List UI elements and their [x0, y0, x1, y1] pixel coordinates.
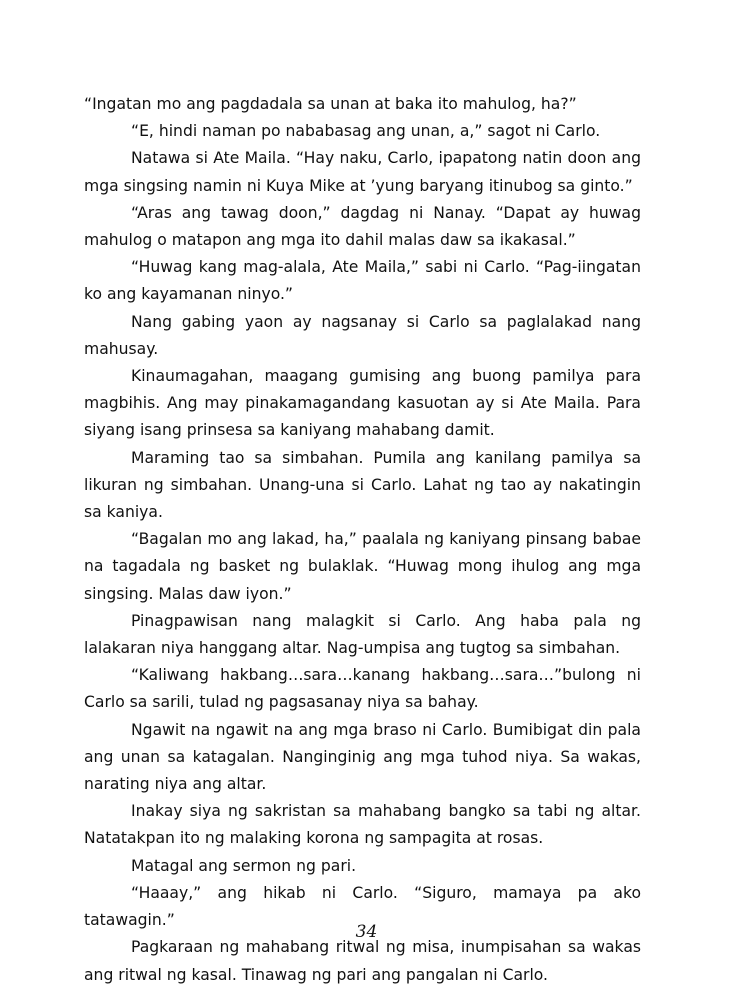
paragraph: “Ingatan mo ang pagdadala sa unan at baka ito mahulog, ha?” — [84, 95, 577, 113]
paragraph: “E, hindi naman po nababasag ang unan, a,” sagot ni Carlo. — [131, 122, 601, 141]
paragraph: “Kaliwang hakbang…sara…kanang hakbang…sara…”bulong ni Carlo sa sarili, tulad ng pagsasanay niya sa bahay. — [84, 666, 641, 712]
paragraph: Maraming tao sa simbahan. Pumila ang kanilang pamilya sa likuran ng simbahan. Unang-una si Carlo. Lahat ng tao ay nakatingin sa kaniya. — [84, 448, 641, 522]
paragraph: Natawa si Ate Maila. “Hay naku, Carlo, ipapatong natin doon ang mga singsing namin ni Kuya Mike at ’yung baryang itinubog sa ginto.” — [84, 149, 641, 195]
paragraph: Ngawit na ngawit na ang mga braso ni Carlo. Bumibigat din pala ang unan sa katagalan. Nanginginig ang mga tuhod niya. Sa wakas, narating niya ang altar. — [84, 720, 641, 794]
page-number: 34 — [355, 922, 378, 942]
paragraph: “Aras ang tawag doon,” dagdag ni Nanay. “Dapat ay huwag mahulog o matapon ang mga ito dahil malas daw sa ikakasal.” — [84, 203, 641, 250]
paragraph: Pinagpawisan nang malagkit si Carlo. Ang haba pala ng lalakaran niya hanggang altar. Nag-umpisa ang tugtog sa simbahan. — [84, 611, 641, 658]
story-text — [84, 91, 641, 989]
paragraph: Nang gabing yaon ay nagsanay si Carlo sa paglalakad nang mahusay. — [84, 312, 641, 358]
paragraph: Pagkaraan ng mahabang ritwal ng misa, inumpisahan sa wakas ang ritwal ng kasal. Tinawag ng pari ang pangalan ni Carlo. — [84, 938, 641, 984]
paragraph: “Huwag kang mag-alala, Ate Maila,” sabi ni Carlo. “Pag-iingatan ko ang kayamanan ninyo.” — [84, 258, 641, 304]
paragraph: Inakay siya ng sakristan sa mahabang bangko sa tabi ng altar. Natatakpan ito ng malaking korona ng sampagita at rosas. — [84, 802, 641, 848]
paragraph: “Bagalan mo ang lakad, ha,” paalala ng kaniyang pinsang babae na tagadala ng basket ng bulaklak. “Huwag mong ihulog ang mga singsing. Malas daw iyon.” — [84, 530, 641, 603]
paragraph: “Haaay,” ang hikab ni Carlo. “Siguro, mamaya pa ako tatawagin.” — [84, 883, 641, 930]
paragraph: Kinaumagahan, maagang gumising ang buong pamilya para magbihis. Ang may pinakamagandang kasuotan ay si Ate Maila. Para siyang isang prinsesa sa kaniyang mahabang damit. — [84, 367, 641, 440]
paragraph: Matagal ang sermon ng pari. — [131, 856, 357, 875]
